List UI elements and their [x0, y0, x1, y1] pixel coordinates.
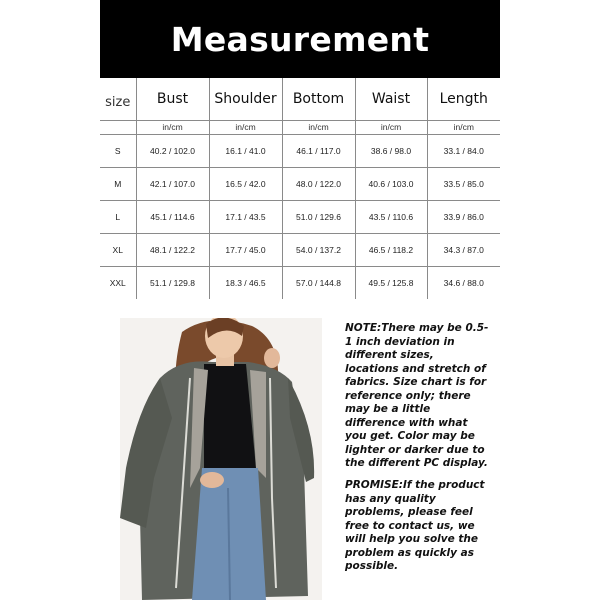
waist-value: 40.6 / 103.0 [355, 167, 427, 200]
model-illustration [120, 318, 322, 600]
unit-cell: in/cm [355, 120, 427, 134]
table-row [100, 266, 500, 299]
shoulder-value: 16.5 / 42.0 [209, 167, 282, 200]
waist-header: Waist [355, 78, 427, 120]
unit-cell: in/cm [427, 120, 500, 134]
bottom-value: 54.0 / 137.2 [282, 233, 355, 266]
bust-value: 42.1 / 107.0 [136, 167, 209, 200]
unit-cell: in/cm [209, 120, 282, 134]
length-value: 33.1 / 84.0 [427, 134, 500, 167]
bottom-value: 48.0 / 122.0 [282, 167, 355, 200]
note-text: NOTE:There may be 0.5-1 inch deviation in different sizes, locations and stretch of fabrics. Size chart is for reference only; there may be a little difference with what you get. Color may be lighter or darker due to the different PC display. [345, 322, 489, 469]
waist-value: 49.5 / 125.8 [355, 266, 427, 299]
size-label: S [100, 134, 136, 167]
bottom-header: Bottom [282, 78, 355, 120]
length-header: Length [427, 78, 500, 120]
shoulder-value: 18.3 / 46.5 [209, 266, 282, 299]
table-row [100, 200, 500, 233]
bust-value: 51.1 / 129.8 [136, 266, 209, 299]
bottom-value: 57.0 / 144.8 [282, 266, 355, 299]
header-row [100, 78, 500, 120]
bust-value: 48.1 / 122.2 [136, 233, 209, 266]
size-chart-table [100, 78, 500, 299]
size-label: L [100, 200, 136, 233]
waist-value: 46.5 / 118.2 [355, 233, 427, 266]
waist-value: 38.6 / 98.0 [355, 134, 427, 167]
promise-text: PROMISE:If the product has any quality problems, please feel free to contact us, we will help you solve the problem as quickly as possible. [345, 479, 485, 572]
bust-value: 40.2 / 102.0 [136, 134, 209, 167]
title-banner [100, 0, 500, 78]
shoulder-header: Shoulder [209, 78, 282, 120]
table-row [100, 167, 500, 200]
measurement-title: Measurement [170, 19, 430, 59]
size-label: M [100, 167, 136, 200]
length-value: 34.3 / 87.0 [427, 233, 500, 266]
bust-value: 45.1 / 114.6 [136, 200, 209, 233]
size-column-header: size [100, 78, 136, 120]
shoulder-value: 17.7 / 45.0 [209, 233, 282, 266]
size-label: XXL [100, 266, 136, 299]
length-value: 33.9 / 86.0 [427, 200, 500, 233]
bottom-value: 51.0 / 129.6 [282, 200, 355, 233]
unit-cell-empty [100, 120, 136, 134]
waist-value: 43.5 / 110.6 [355, 200, 427, 233]
size-label: XL [100, 233, 136, 266]
shoulder-value: 16.1 / 41.0 [209, 134, 282, 167]
unit-row [100, 120, 500, 134]
unit-cell: in/cm [136, 120, 209, 134]
bottom-value: 46.1 / 117.0 [282, 134, 355, 167]
product-photo [120, 318, 322, 600]
unit-cell: in/cm [282, 120, 355, 134]
length-value: 33.5 / 85.0 [427, 167, 500, 200]
length-value: 34.6 / 88.0 [427, 266, 500, 299]
bust-header: Bust [136, 78, 209, 120]
table-row [100, 134, 500, 167]
table-row [100, 233, 500, 266]
shoulder-value: 17.1 / 43.5 [209, 200, 282, 233]
